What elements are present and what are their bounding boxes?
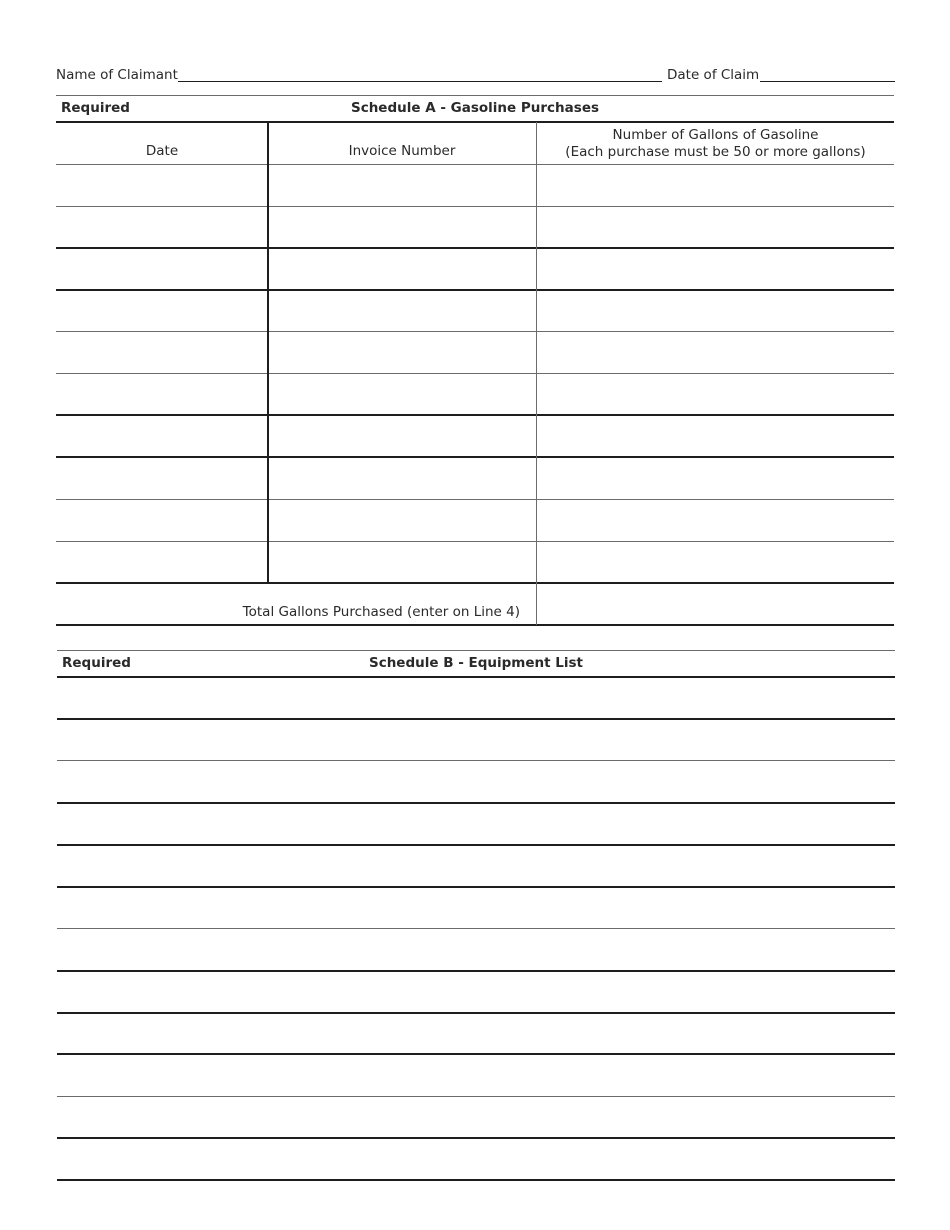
- invoice-number-cell[interactable]: [270, 250, 534, 288]
- equipment-line[interactable]: [59, 805, 893, 843]
- gallons-cell[interactable]: [539, 166, 892, 205]
- date-cell[interactable]: [58, 417, 265, 455]
- invoice-number-cell[interactable]: [270, 459, 534, 498]
- invoice-number-cell[interactable]: [270, 208, 534, 246]
- equipment-line-rule: [57, 886, 895, 888]
- row-rule: [56, 206, 894, 207]
- equipment-line[interactable]: [59, 847, 893, 885]
- claimant-name-underline: [178, 81, 662, 82]
- row-rule: [56, 373, 894, 374]
- column-header-gallons: Number of Gallons of Gasoline: [612, 127, 819, 143]
- claim-date-field[interactable]: [760, 66, 895, 82]
- claim-date-label: Date of Claim: [667, 67, 760, 83]
- column-header-date: Date: [145, 143, 179, 159]
- equipment-line-rule: [57, 718, 895, 720]
- gallons-cell[interactable]: [539, 250, 892, 288]
- date-cell[interactable]: [58, 250, 265, 288]
- equipment-line[interactable]: [59, 1015, 893, 1052]
- row-rule: [56, 541, 894, 542]
- gallons-cell[interactable]: [539, 459, 892, 498]
- row-rule: [56, 331, 894, 332]
- equipment-line[interactable]: [59, 1056, 893, 1095]
- column-divider-date: [267, 122, 269, 583]
- column-divider-invoice: [536, 122, 537, 625]
- schedule-b-top-rule: [57, 650, 895, 651]
- row-rule: [56, 247, 894, 249]
- equipment-line[interactable]: [59, 1140, 893, 1178]
- equipment-line[interactable]: [59, 973, 893, 1011]
- date-cell[interactable]: [58, 501, 265, 540]
- total-gallons-label: Total Gallons Purchased (enter on Line 4): [242, 604, 520, 620]
- schedule-b-header-rule: [57, 676, 895, 678]
- invoice-number-cell[interactable]: [270, 375, 534, 413]
- gallons-cell[interactable]: [539, 417, 892, 455]
- row-rule: [56, 582, 894, 584]
- gallons-cell[interactable]: [539, 292, 892, 330]
- gallons-cell[interactable]: [539, 375, 892, 413]
- equipment-line[interactable]: [59, 1098, 893, 1136]
- total-gallons-cell[interactable]: [539, 585, 892, 623]
- equipment-line-rule: [57, 970, 895, 972]
- schedule-a-header-rule: [56, 121, 894, 123]
- invoice-number-cell[interactable]: [270, 417, 534, 455]
- schedule-b-required-label: Required: [62, 655, 131, 671]
- column-header-gallons-note: (Each purchase must be 50 or more gallons): [565, 144, 866, 160]
- date-cell[interactable]: [58, 166, 265, 205]
- gallons-cell[interactable]: [539, 208, 892, 246]
- gallons-cell[interactable]: [539, 543, 892, 581]
- row-rule: [56, 456, 894, 458]
- equipment-line[interactable]: [59, 930, 893, 969]
- equipment-line-rule: [57, 760, 895, 761]
- claimant-name-field[interactable]: [178, 66, 662, 82]
- schedule-b-title: Schedule B - Equipment List: [368, 655, 584, 671]
- row-rule: [56, 414, 894, 416]
- equipment-line-rule: [57, 1137, 895, 1139]
- equipment-line-rule: [57, 1179, 895, 1181]
- equipment-line-rule: [57, 1096, 895, 1097]
- schedule-a-title: Schedule A - Gasoline Purchases: [350, 100, 600, 116]
- date-cell[interactable]: [58, 375, 265, 413]
- date-cell[interactable]: [58, 208, 265, 246]
- gallons-cell[interactable]: [539, 501, 892, 540]
- equipment-line[interactable]: [59, 679, 893, 717]
- invoice-number-cell[interactable]: [270, 543, 534, 581]
- equipment-line-rule: [57, 844, 895, 846]
- invoice-number-cell[interactable]: [270, 292, 534, 330]
- date-cell[interactable]: [58, 543, 265, 581]
- schedule-a-required-label: Required: [61, 100, 130, 116]
- row-rule: [56, 499, 894, 500]
- schedule-a-top-rule: [56, 95, 894, 96]
- invoice-number-cell[interactable]: [270, 333, 534, 372]
- row-rule: [56, 164, 894, 165]
- equipment-line-rule: [57, 1012, 895, 1014]
- invoice-number-cell[interactable]: [270, 501, 534, 540]
- invoice-number-cell[interactable]: [270, 166, 534, 205]
- schedule-a-bottom-rule: [56, 624, 894, 626]
- claim-date-underline: [760, 81, 895, 82]
- date-cell[interactable]: [58, 459, 265, 498]
- equipment-line-rule: [57, 1053, 895, 1055]
- date-cell[interactable]: [58, 292, 265, 330]
- gallons-cell[interactable]: [539, 333, 892, 372]
- equipment-line-rule: [57, 802, 895, 804]
- row-rule: [56, 289, 894, 291]
- claimant-name-label: Name of Claimant: [56, 67, 178, 83]
- equipment-line[interactable]: [59, 762, 893, 801]
- equipment-line[interactable]: [59, 889, 893, 927]
- column-header-invoice-number: Invoice Number: [348, 143, 456, 159]
- equipment-line[interactable]: [59, 721, 893, 759]
- equipment-line-rule: [57, 928, 895, 929]
- date-cell[interactable]: [58, 333, 265, 372]
